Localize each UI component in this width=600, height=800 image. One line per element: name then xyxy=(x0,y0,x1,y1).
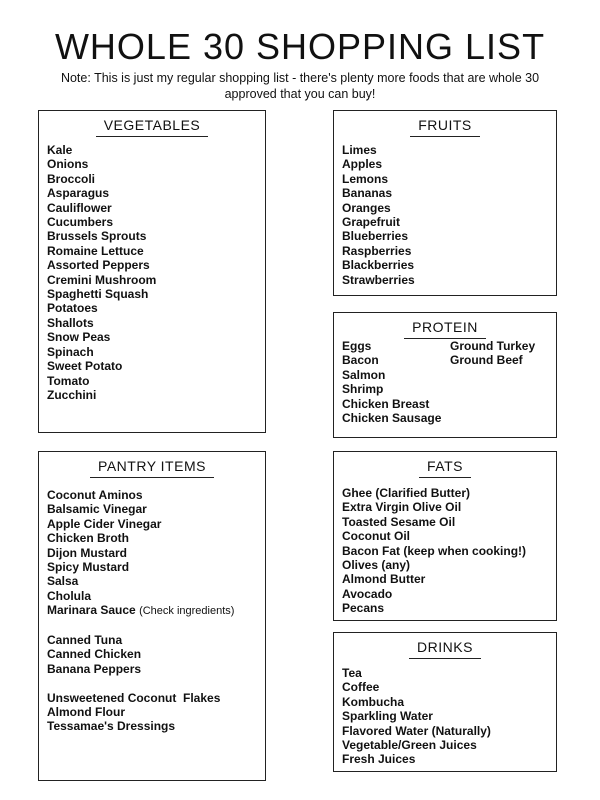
fats-heading: FATS xyxy=(419,458,471,478)
pantry-list xyxy=(47,488,234,734)
drinks-list xyxy=(342,666,491,767)
vegetables-list xyxy=(47,143,156,402)
list-item: Balsamic Vinegar xyxy=(47,502,147,517)
list-item: Apples xyxy=(342,157,383,172)
list-item: Asparagus xyxy=(47,186,110,201)
fruits-box xyxy=(333,110,557,296)
list-item: Romaine Lettuce xyxy=(47,243,144,258)
list-item: Coffee xyxy=(342,680,380,695)
list-item: Brussels Sprouts xyxy=(47,229,147,244)
list-item: Canned Chicken xyxy=(47,647,142,662)
list-item: Tessamae's Dressings xyxy=(47,719,176,734)
list-item: Cucumbers xyxy=(47,215,114,230)
list-item: Chicken Broth xyxy=(47,531,130,546)
list-item: Almond Flour xyxy=(47,705,125,720)
list-item: Flavored Water (Naturally) xyxy=(342,723,491,738)
list-item: Almond Butter xyxy=(342,572,426,587)
list-item: Salsa xyxy=(47,574,79,589)
list-item: Shrimp xyxy=(342,382,384,397)
list-item: Dijon Mustard xyxy=(47,545,127,560)
list-item: Sweet Potato xyxy=(47,359,123,374)
list-item-note: (Check ingredients) xyxy=(139,605,235,618)
list-item: Chicken Sausage xyxy=(342,411,442,426)
list-item xyxy=(47,603,234,618)
protein-heading: PROTEIN xyxy=(404,319,486,339)
list-item: Tea xyxy=(342,666,362,680)
list-item: Kale xyxy=(47,143,73,157)
list-item: Canned Tuna xyxy=(47,633,123,648)
list-item: Potatoes xyxy=(47,301,98,316)
list-item-label: Marinara Sauce xyxy=(47,603,136,618)
list-item: Onions xyxy=(47,157,89,172)
list-item: Cholula xyxy=(47,588,91,603)
list-item: Unsweetened Coconut Flakes xyxy=(47,690,221,705)
protein-list-col1 xyxy=(342,339,441,425)
list-item: Bacon xyxy=(342,353,379,368)
list-item: Eggs xyxy=(342,339,372,353)
list-item: Sparkling Water xyxy=(342,709,433,724)
list-item: Avocado xyxy=(342,586,393,601)
vegetables-heading: VEGETABLES xyxy=(96,117,209,137)
list-item: Coconut Aminos xyxy=(47,488,143,502)
list-item: Spicy Mustard xyxy=(47,560,130,575)
fruits-heading: FRUITS xyxy=(410,117,480,137)
list-item: Pecans xyxy=(342,601,385,616)
fruits-list xyxy=(342,143,415,287)
list-item: Broccoli xyxy=(47,171,96,186)
list-item: Chicken Breast xyxy=(342,396,430,411)
list-item: Ground Beef xyxy=(450,353,523,368)
list-item: Tomato xyxy=(47,373,90,388)
pantry-heading: PANTRY ITEMS xyxy=(90,458,214,478)
list-item: Ground Turkey xyxy=(450,339,536,353)
list-item: Bacon Fat (keep when cooking!) xyxy=(342,543,527,558)
list-item: Vegetable/Green Juices xyxy=(342,738,477,753)
list-item: Extra Virgin Olive Oil xyxy=(342,500,462,515)
protein-box xyxy=(333,312,557,438)
list-item: Salmon xyxy=(342,367,386,382)
list-item: Spaghetti Squash xyxy=(47,287,149,302)
list-item: Zucchini xyxy=(47,387,97,402)
list-item: Raspberries xyxy=(342,243,412,258)
list-item: Shallots xyxy=(47,315,94,330)
list-item: Olives (any) xyxy=(342,558,411,573)
list-item: Oranges xyxy=(342,200,391,215)
list-item: Bananas xyxy=(342,186,393,201)
fats-box xyxy=(333,451,557,621)
list-item: Ghee (Clarified Butter) xyxy=(342,486,471,500)
fats-list xyxy=(342,486,526,616)
list-item: Limes xyxy=(342,143,377,157)
list-item: Grapefruit xyxy=(342,215,401,230)
list-item: Blueberries xyxy=(342,229,409,244)
pantry-box xyxy=(38,451,266,781)
list-item: Banana Peppers xyxy=(47,661,142,676)
protein-list-col2 xyxy=(450,339,535,368)
list-item: Lemons xyxy=(342,171,389,186)
page-title: WHOLE 30 SHOPPING LIST xyxy=(54,26,546,67)
list-item: Cremini Mushroom xyxy=(47,272,157,287)
list-item: Toasted Sesame Oil xyxy=(342,514,456,529)
drinks-box xyxy=(333,632,557,772)
list-item: Snow Peas xyxy=(47,330,111,345)
list-item: Assorted Peppers xyxy=(47,258,150,273)
list-item: Strawberries xyxy=(342,272,415,287)
list-item: Coconut Oil xyxy=(342,529,410,544)
page-note: Note: This is just my regular shopping list - there's plenty more foods that are whole 30 approved that you can buy! xyxy=(60,71,540,101)
drinks-heading: DRINKS xyxy=(409,639,481,659)
list-item: Fresh Juices xyxy=(342,752,416,767)
list-item: Cauliflower xyxy=(47,200,112,215)
list-item: Spinach xyxy=(47,344,94,359)
list-item: Apple Cider Vinegar xyxy=(47,516,162,531)
list-item: Kombucha xyxy=(342,694,405,709)
vegetables-box xyxy=(38,110,266,433)
list-item: Blackberries xyxy=(342,258,415,273)
